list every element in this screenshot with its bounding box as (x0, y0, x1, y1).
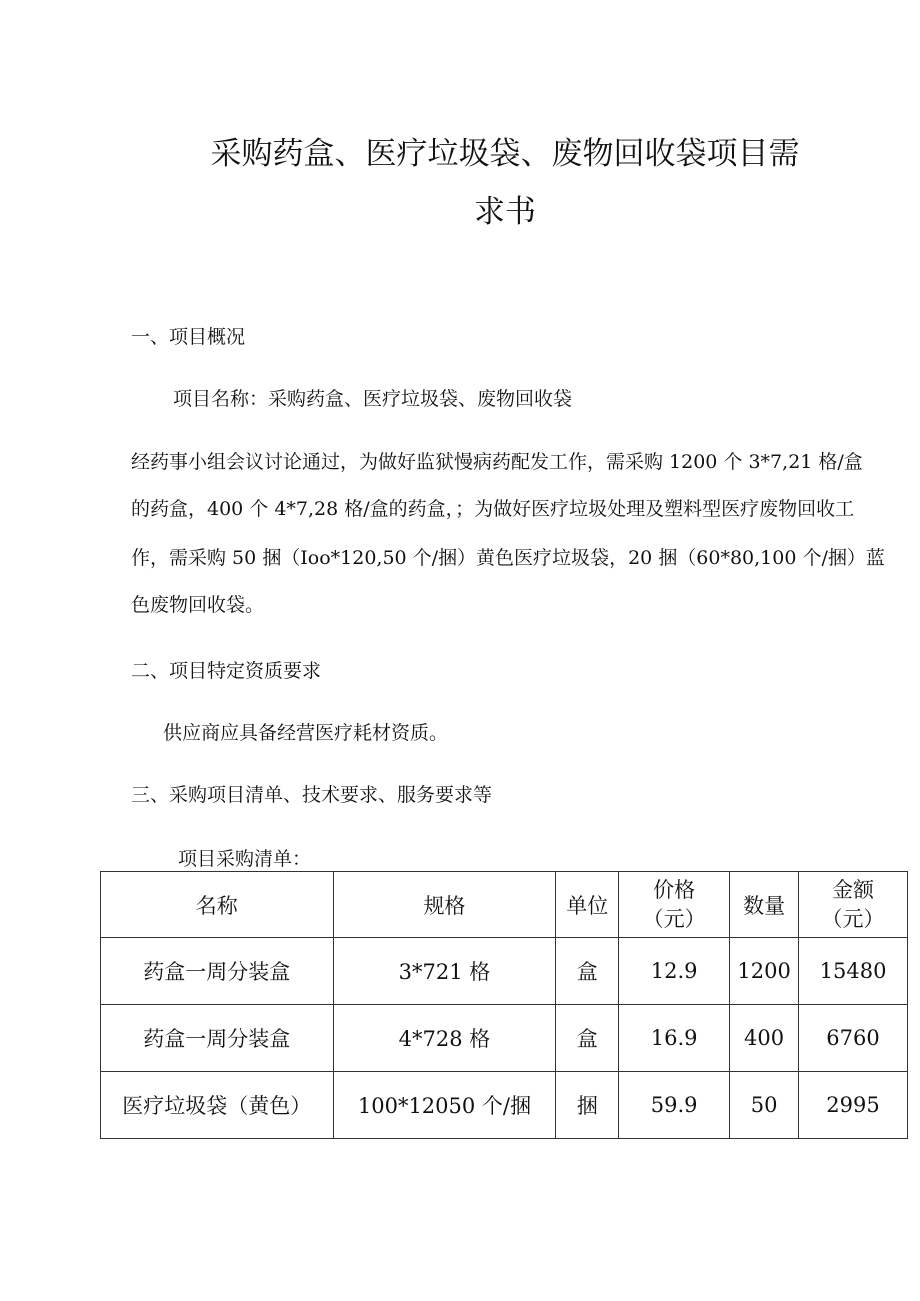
section-3-heading: 三、采购项目清单、技术要求、服务要求等 (131, 784, 493, 806)
cell-amount: 2995 (799, 1072, 908, 1139)
cell-qty: 400 (730, 1005, 799, 1072)
list-caption: 项目采购清单： (178, 848, 312, 870)
body-line-3: 作，需采购 50 捆（Ioo*120,50 个/捆）黄色医疗垃圾袋，20 捆（60*80,100 个/捆）蓝 (131, 547, 885, 569)
header-name: 名称 (101, 872, 334, 938)
body-line-1: 经药事小组会议讨论通过，为做好监狱慢病药配发工作，需采购 1200 个 3*7,21 格/盒 (131, 451, 863, 473)
table-header-row (101, 872, 908, 938)
document-title-line-2: 求书 (474, 194, 536, 230)
cell-unit: 盒 (556, 938, 619, 1005)
cell-price: 12.9 (619, 938, 730, 1005)
body-line-4: 色废物回收袋。 (131, 594, 265, 616)
table-row (101, 938, 908, 1005)
cell-name: 医疗垃圾袋（黄色） (101, 1072, 334, 1139)
section-2-heading: 二、项目特定资质要求 (131, 660, 322, 682)
cell-spec: 3*721 格 (333, 938, 556, 1005)
header-unit: 单位 (556, 872, 619, 938)
header-price-unit: （元） (642, 906, 706, 931)
cell-amount: 15480 (799, 938, 908, 1005)
cell-qty: 1200 (730, 938, 799, 1005)
header-amount-unit: （元） (821, 906, 885, 931)
procurement-table (100, 871, 908, 1139)
document-title-line-1: 采购药盒、医疗垃圾袋、废物回收袋项目需 (210, 136, 800, 172)
body-line-2: 的药盒，400 个 4*7,28 格/盒的药盒，；为做好医疗垃圾处理及塑料型医疗废物回收工 (131, 498, 855, 520)
cell-spec: 100*12050 个/捆 (333, 1072, 556, 1139)
header-spec: 规格 (333, 872, 556, 938)
section-1-heading: 一、项目概况 (131, 326, 246, 348)
header-amount-label: 金额 (832, 877, 875, 902)
table-row (101, 1072, 908, 1139)
header-amount (799, 872, 908, 938)
cell-qty: 50 (730, 1072, 799, 1139)
project-name: 项目名称：采购药盒、医疗垃圾袋、废物回收袋 (173, 388, 573, 410)
cell-name: 药盒一周分装盒 (101, 1005, 334, 1072)
cell-spec: 4*728 格 (333, 1005, 556, 1072)
cell-price: 59.9 (619, 1072, 730, 1139)
header-qty: 数量 (730, 872, 799, 938)
header-price-label: 价格 (653, 877, 696, 902)
table-row (101, 1005, 908, 1072)
cell-price: 16.9 (619, 1005, 730, 1072)
cell-name: 药盒一周分装盒 (101, 938, 334, 1005)
cell-unit: 捆 (556, 1072, 619, 1139)
header-price (619, 872, 730, 938)
cell-amount: 6760 (799, 1005, 908, 1072)
section-2-body: 供应商应具备经营医疗耗材资质。 (163, 722, 449, 744)
cell-unit: 盒 (556, 1005, 619, 1072)
